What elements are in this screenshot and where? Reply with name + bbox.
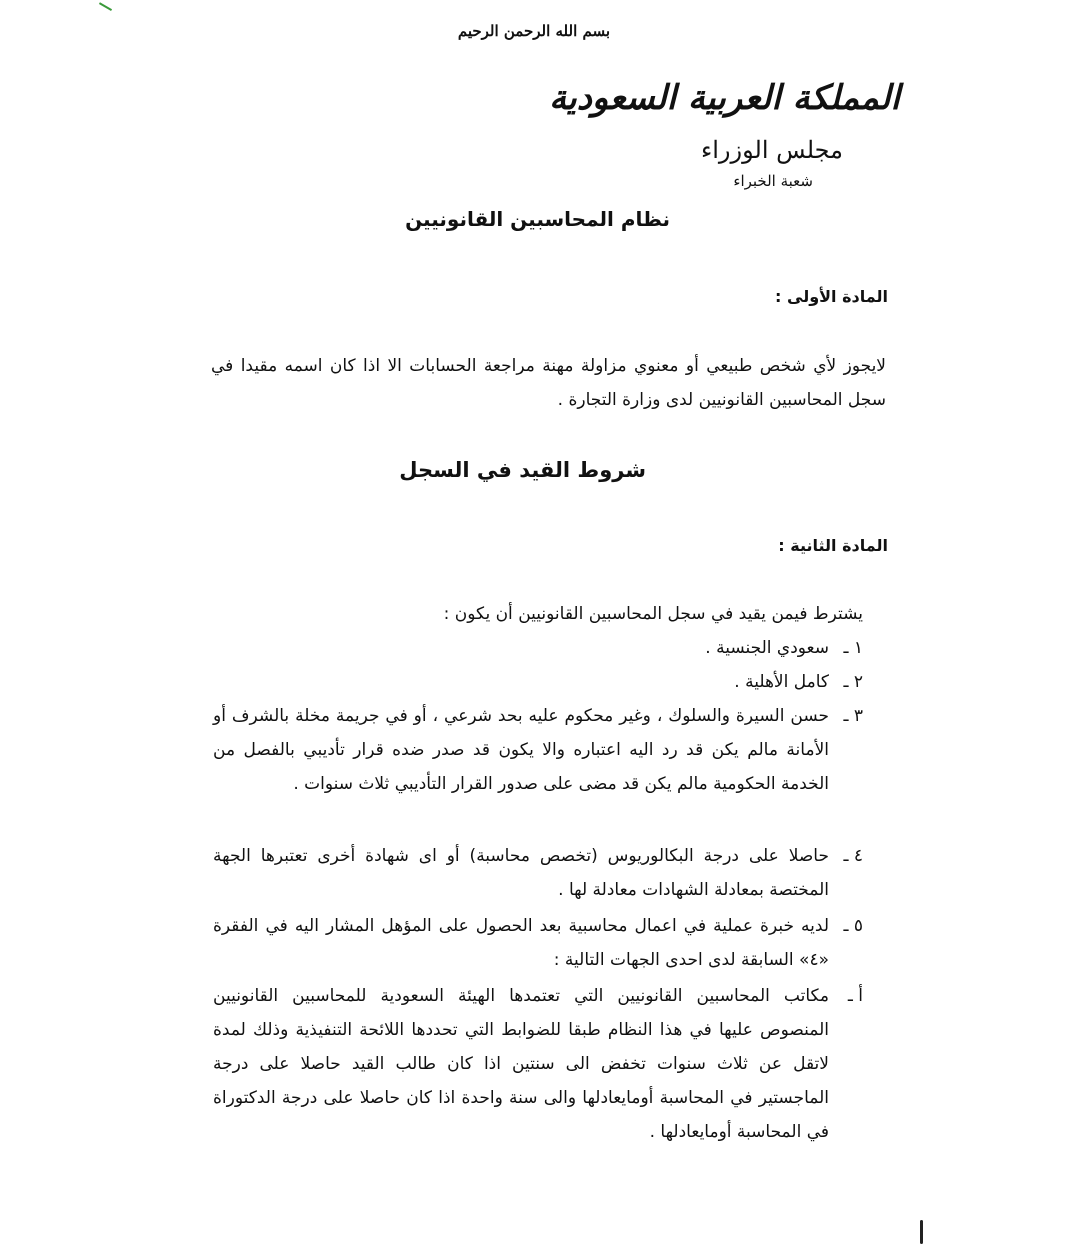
list-item-text: كامل الأهلية .: [734, 672, 829, 692]
article-1-title: المادة الأولى :: [775, 287, 888, 306]
document-title: نظام المحاسبين القانونيين: [405, 207, 670, 231]
green-check-mark-icon: [99, 0, 115, 11]
list-item-number: ٣ ـ: [843, 706, 863, 726]
council-header: مجلس الوزراء: [700, 136, 843, 164]
list-item: [213, 665, 863, 699]
list-item: [213, 699, 863, 801]
list-item: [213, 909, 863, 977]
page-margin-mark: [920, 1220, 923, 1244]
list-item: [213, 839, 863, 907]
section-heading: شروط القيد في السجل: [399, 458, 646, 482]
list-item: [213, 631, 863, 665]
list-item-number: ٥ ـ: [843, 916, 863, 936]
list-item-text: حاصلا على درجة البكالوريوس (تخصص محاسبة) أو اى شهادة أخرى تعتبرها الجهة المختصة بمعادلة الشهادات معادلة لها .: [213, 846, 829, 900]
article-2-title: المادة الثانية :: [778, 536, 888, 555]
kingdom-header: المملكة العربية السعودية: [549, 78, 900, 118]
list-item-number: أ ـ: [847, 986, 863, 1006]
basmala: بسم الله الرحمن الرحيم: [457, 22, 610, 40]
list-item: [213, 979, 863, 1149]
list-item-number: ٤ ـ: [843, 846, 863, 866]
list-item-number: ٢ ـ: [843, 672, 863, 692]
list-item-number: ١ ـ: [843, 638, 863, 658]
list-item-text: سعودي الجنسية .: [705, 638, 829, 658]
article-2-intro: يشترط فيمن يقيد في سجل المحاسبين القانونيين أن يكون :: [443, 604, 863, 624]
division-header: شعبة الخبراء: [733, 172, 813, 190]
list-item-text: حسن السيرة والسلوك ، وغير محكوم عليه بحد شرعي ، أو في جريمة مخلة بالشرف أو الأمانة مالم يكن قد رد اليه اعتباره والا يكون قد صدر ضده قرار تأديبي بالفصل من الخدمة الحكومية مالم يكن قد مضى على صدور القرار التأديبي ثلاث سنوات .: [213, 706, 829, 794]
article-1-text: لايجوز لأي شخص طبيعي أو معنوي مزاولة مهنة مراجعة الحسابات الا اذا كان اسمه مقيدا في سجل المحاسبين القانونيين لدى وزارة التجارة .: [211, 356, 886, 410]
list-item-text: لديه خبرة عملية في اعمال محاسبية بعد الحصول على المؤهل المشار اليه في الفقرة «٤» السابقة لدى احدى الجهات التالية :: [213, 916, 829, 970]
list-item-text: مكاتب المحاسبين القانونيين التي تعتمدها الهيئة السعودية للمحاسبين القانونيين المنصوص عليها في هذا النظام طبقا للضوابط التي تحددها اللائحة التنفيذية وذلك لمدة لاتقل عن ثلاث سنوات تخفض الى سنتين اذا كان طالب القيد حاصلا على درجة الماجستير في المحاسبة أومايعادلها والى سنة واحدة اذا كان حاصلا على درجة الدكتوراة في المحاسبة أومايعادلها .: [213, 986, 829, 1142]
